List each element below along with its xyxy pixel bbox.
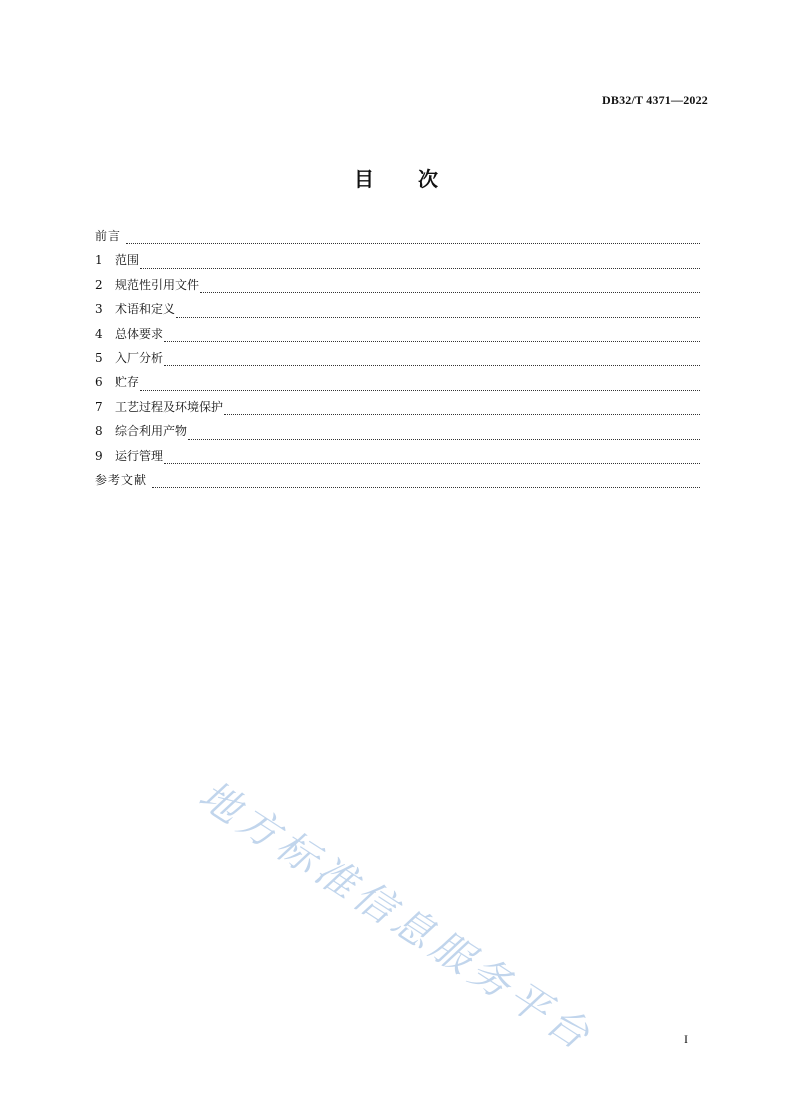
toc-leader-dots [176,317,700,318]
toc-entry-utilization-products[interactable] [95,423,700,447]
toc-entry-bibliography[interactable] [95,472,700,496]
toc-entry-storage[interactable] [95,374,700,398]
toc-leader-dots [164,341,700,342]
toc-leader-dots [200,292,700,293]
toc-leader-dots [140,390,700,391]
toc-leader-dots [140,268,700,269]
toc-entry-number: 3 [95,302,103,317]
toc-entry-number: 9 [95,448,103,463]
toc-entry-label: 综合利用产物 [115,424,188,439]
toc-entry-number: 2 [95,277,103,292]
document-code: DB32/T 4371—2022 [602,93,708,107]
toc-leader-dots [152,487,700,488]
toc-entry-process-environment[interactable] [95,399,700,423]
toc-leader-dots [188,439,700,440]
toc-leader-dots [164,463,700,464]
toc-entry-label: 规范性引用文件 [115,277,200,292]
toc-entry-label: 总体要求 [115,326,164,341]
toc-entry-scope[interactable] [95,252,700,276]
table-of-contents [95,228,700,496]
toc-entry-operation-management[interactable] [95,448,700,472]
toc-entry-number: 4 [95,326,103,341]
toc-entry-label: 参考文献 [95,472,148,487]
watermark-text: 地方标准信息服务平台 [190,772,602,1062]
page-title [0,163,792,192]
toc-entry-foreword[interactable] [95,228,700,252]
toc-entry-number: 1 [95,253,103,268]
toc-entry-label: 范围 [115,253,140,268]
toc-entry-terms-definitions[interactable] [95,301,700,325]
toc-entry-number: 6 [95,375,103,390]
toc-entry-number: 8 [95,424,103,439]
toc-entry-label: 入厂分析 [115,350,164,365]
toc-entry-label: 术语和定义 [115,302,176,317]
title-char-1: 目 [354,167,374,191]
toc-leader-dots [126,243,700,244]
title-char-2: 次 [418,167,438,191]
toc-leader-dots [224,414,700,415]
toc-entry-number: 5 [95,350,103,365]
toc-entry-number: 7 [95,399,103,414]
toc-entry-label: 工艺过程及环境保护 [115,399,224,414]
toc-entry-label: 前言 [95,229,122,243]
toc-entry-label: 贮存 [115,375,140,390]
toc-entry-intake-analysis[interactable] [95,350,700,374]
toc-entry-label: 运行管理 [115,448,164,463]
toc-entry-general-requirements[interactable] [95,326,700,350]
toc-leader-dots [164,365,700,366]
toc-entry-normative-references[interactable] [95,277,700,301]
page-number: I [684,1032,688,1046]
